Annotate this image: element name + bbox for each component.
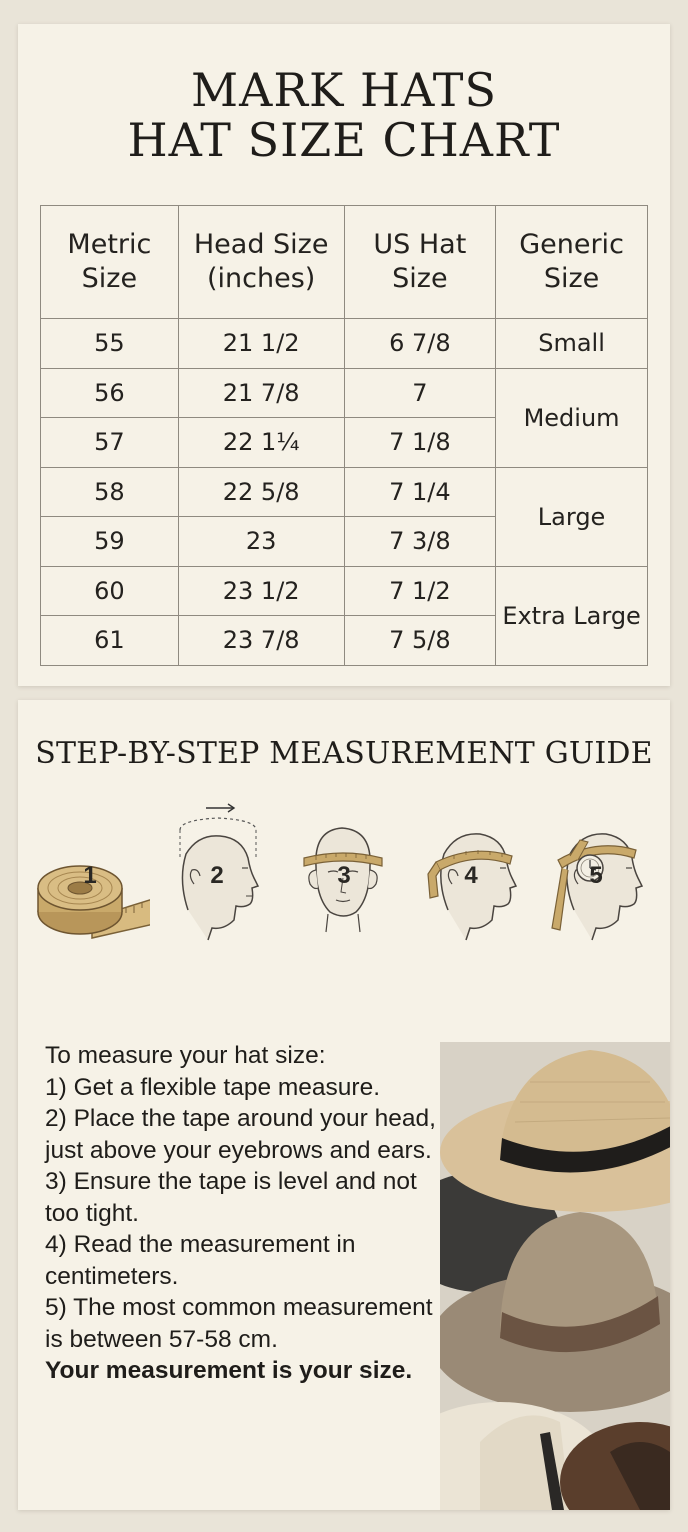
instruction-step: 5) The most common measurement is between 57-58 cm. — [45, 1294, 433, 1353]
table-row — [41, 319, 648, 369]
us-size-cell: 7 1/2 — [344, 566, 496, 616]
step-number: 2 — [210, 862, 224, 889]
metric-cell: 57 — [41, 418, 179, 468]
generic-size-cell: Small — [496, 319, 648, 369]
closing-statement: Your measurement is your size. — [45, 1357, 413, 1384]
metric-cell: 56 — [41, 368, 179, 418]
instruction-step: 3) Ensure the tape is level and not too tight. — [45, 1168, 417, 1227]
us-size-cell: 7 3/8 — [344, 517, 496, 567]
inches-cell: 21 1/2 — [178, 319, 344, 369]
us-size-cell: 7 — [344, 368, 496, 418]
us-size-cell: 7 5/8 — [344, 616, 496, 666]
step-number: 4 — [464, 862, 478, 889]
table-header-row — [41, 206, 648, 319]
measurement-instructions — [45, 1040, 437, 1387]
table-row — [41, 368, 648, 418]
us-size-cell: 7 1/4 — [344, 467, 496, 517]
metric-cell: 58 — [41, 467, 179, 517]
inches-cell: 21 7/8 — [178, 368, 344, 418]
instruction-step: 2) Place the tape around your head, just above your eyebrows and ears. — [45, 1105, 436, 1164]
metric-cell: 61 — [41, 616, 179, 666]
instruction-step: 1) Get a flexible tape measure. — [45, 1073, 381, 1101]
step-number: 1 — [83, 862, 97, 889]
guide-title: STEP-BY-STEP MEASUREMENT GUIDE — [35, 736, 653, 771]
inches-cell: 22 5/8 — [178, 467, 344, 517]
hat-size-table — [40, 205, 648, 666]
column-header-generic: Generic Size — [496, 206, 648, 319]
inches-cell: 23 — [178, 517, 344, 567]
metric-cell: 55 — [41, 319, 179, 369]
column-header-us: US Hat Size — [344, 206, 496, 319]
measurement-guide-panel — [18, 700, 670, 1510]
inches-cell: 23 7/8 — [178, 616, 344, 666]
metric-cell: 60 — [41, 566, 179, 616]
brand-title: MARK HATS — [191, 63, 497, 117]
table-row — [41, 566, 648, 616]
instructions-intro: To measure your hat size: — [45, 1042, 326, 1069]
table-row — [41, 467, 648, 517]
column-header-metric: Metric Size — [41, 206, 179, 319]
size-chart-panel — [18, 24, 670, 686]
step-number: 3 — [337, 862, 351, 889]
generic-size-cell: Extra Large — [496, 566, 648, 665]
step-number: 5 — [589, 862, 603, 889]
column-header-inches: Head Size (inches) — [178, 206, 344, 319]
inches-cell: 23 1/2 — [178, 566, 344, 616]
chart-title: HAT SIZE CHART — [127, 113, 561, 167]
generic-size-cell: Medium — [496, 368, 648, 467]
instruction-step: 4) Read the measurement in centimeters. — [45, 1231, 356, 1290]
hats-image — [440, 1042, 670, 1510]
us-size-cell: 7 1/8 — [344, 418, 496, 468]
inches-cell: 22 1¼ — [178, 418, 344, 468]
metric-cell: 59 — [41, 517, 179, 567]
generic-size-cell: Large — [496, 467, 648, 566]
us-size-cell: 6 7/8 — [344, 319, 496, 369]
hats-photo — [440, 1042, 670, 1510]
